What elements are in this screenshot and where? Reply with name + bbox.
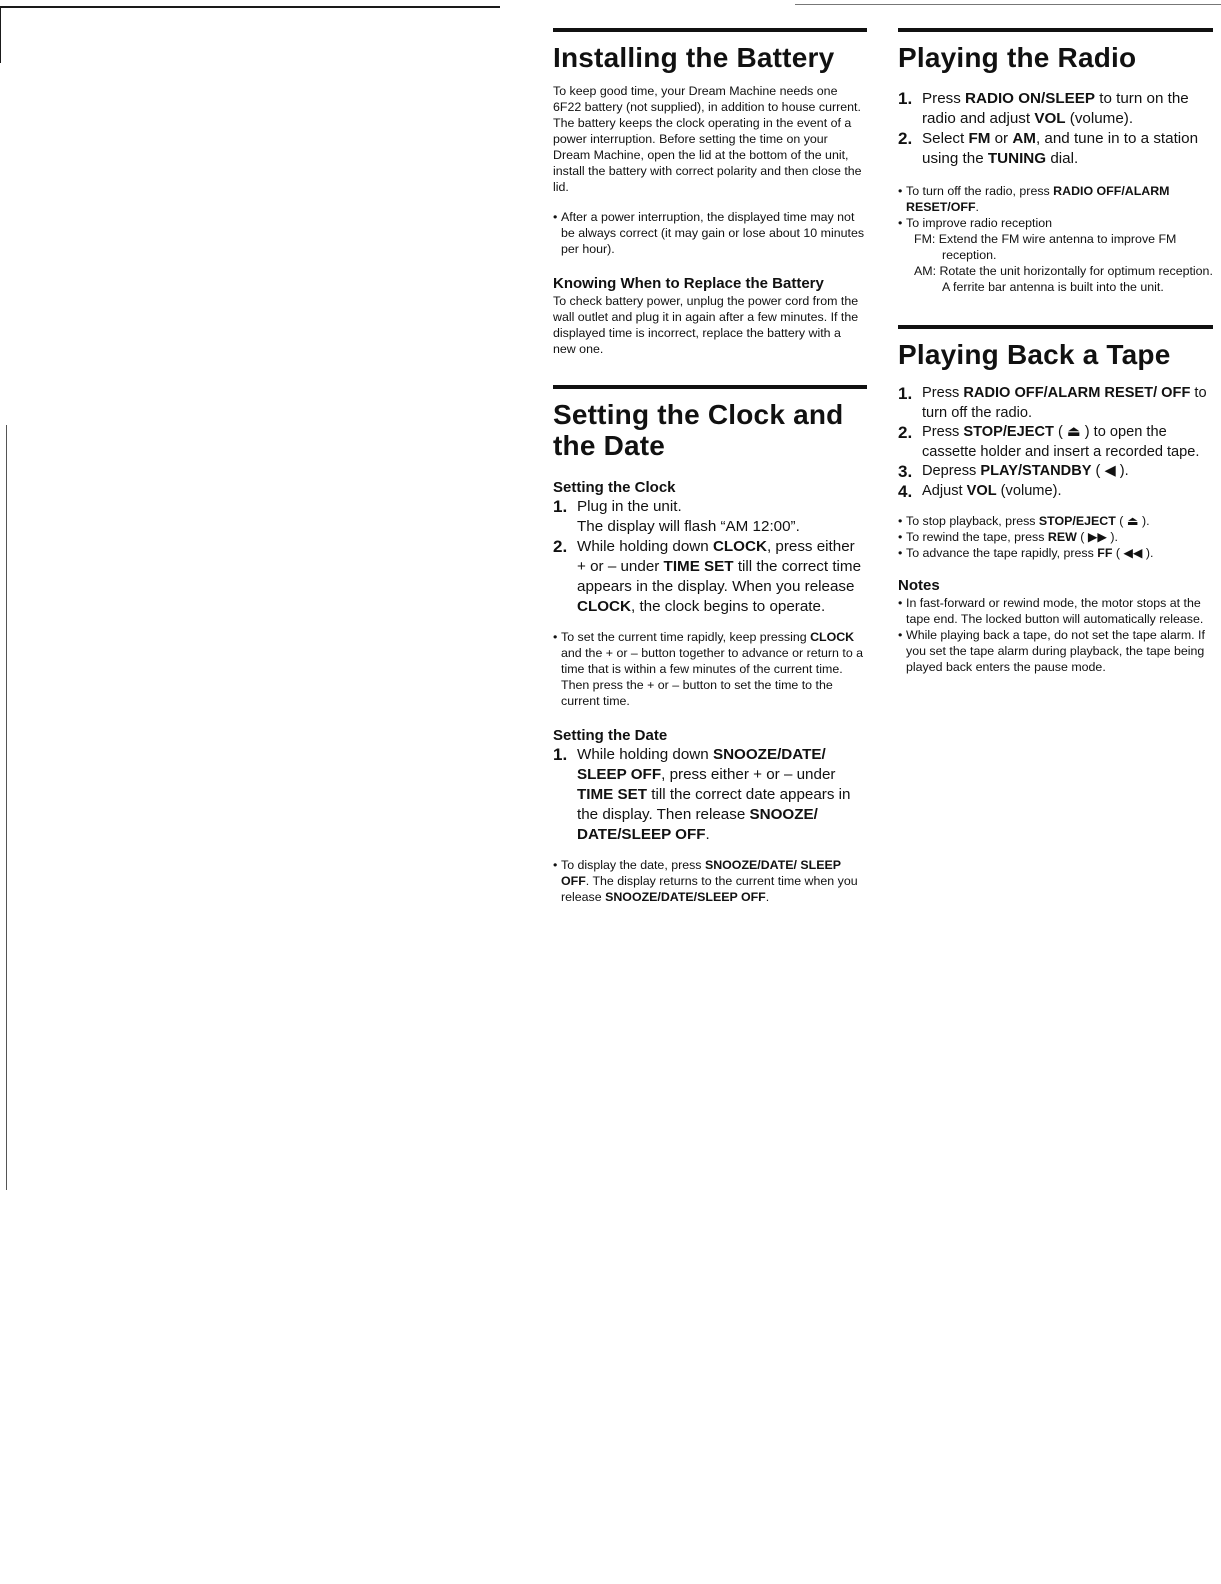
- setting-clock-section: [553, 385, 867, 905]
- section-title: Playing the Radio: [898, 42, 1137, 73]
- bullet-item: • To display the date, press SNOOZE/DATE/ SLEEP OFF. The display returns to the current time when you release SNOOZE/DATE/SLEEP OFF.: [553, 858, 858, 904]
- step-item: 1. Press RADIO ON/SLEEP to turn on the radio and adjust VOL (volume).: [898, 89, 1189, 127]
- battery-intro: To keep good time, your Dream Machine needs one 6F22 battery (not supplied), in addition to house current. The battery keeps the clock operating in the event of a power interruption. Before setting the time on your Dream Machine, open the lid at the bottom of the unit, install the battery with correct polarity and then close the lid.: [553, 84, 862, 194]
- bullet-item: • To improve radio reception: [898, 216, 1053, 230]
- tape-notes-list: [898, 595, 1213, 675]
- bullet-item: • To set the current time rapidly, keep pressing CLOCK and the + or – button together to advance or return to a time that is within a few minutes of the current time. Then press the + or – button to set the time to the current time.: [553, 630, 864, 708]
- notes-heading: Notes: [898, 577, 940, 594]
- tape-notes: [898, 513, 1213, 561]
- playing-radio-section: [898, 28, 1213, 295]
- bullet-item: • To rewind the tape, press REW ( ▶▶ ).: [898, 530, 1118, 544]
- radio-notes: [898, 183, 1213, 295]
- left-column: [553, 28, 867, 905]
- tape-steps: [898, 384, 1213, 501]
- replace-text: To check battery power, unplug the power cord from the wall outlet and plug it in again after a few minutes. If the displayed time is incorrect, replace the battery with a new one.: [553, 294, 859, 356]
- date-steps: [553, 745, 867, 845]
- section-rule: [898, 325, 1213, 329]
- bullet-item: • To turn off the radio, press RADIO OFF/ALARM RESET/OFF.: [898, 184, 1170, 214]
- clock-tip: [553, 629, 867, 709]
- bullet-item: • To stop playback, press STOP/EJECT ( ⏏ ).: [898, 514, 1150, 528]
- section-rule: [553, 28, 867, 32]
- clock-steps: [553, 497, 867, 617]
- bullet-item: • In fast-forward or rewind mode, the motor stops at the tape end. The locked button will automatically release.: [898, 596, 1204, 626]
- step-item: 2. Select FM or AM, and tune in to a station using the TUNING dial.: [898, 129, 1199, 167]
- step-item: 2. While holding down CLOCK, press either + or – under TIME SET till the correct time appears in the display. When you release CLOCK, the clock begins to operate.: [553, 537, 862, 615]
- subsection-heading: Setting the Date: [553, 727, 668, 744]
- left-edge-line: [0, 8, 1, 63]
- playing-tape-section: [898, 325, 1213, 675]
- section-rule: [553, 385, 867, 389]
- bullet-item: • After a power interruption, the displayed time may not be always correct (it may gain or lose about 10 minutes per hour).: [553, 210, 865, 256]
- fm-note: FM: Extend the FM wire antenna to improve FM reception.: [914, 232, 1177, 262]
- step-item: 3. Depress PLAY/STANDBY ( ◀ ).: [898, 462, 1129, 481]
- radio-steps: [898, 89, 1213, 169]
- section-title: Setting the Clock and the Date: [553, 399, 844, 461]
- subsection-heading: Setting the Clock: [553, 479, 676, 496]
- step-item: 2. Press STOP/EJECT ( ⏏ ) to open the cassette holder and insert a recorded tape.: [898, 423, 1200, 460]
- step-item: 1. While holding down SNOOZE/DATE/ SLEEP OFF, press either + or – under TIME SET till the correct date appears in the display. Then release SNOOZE/ DATE/SLEEP OFF.: [553, 745, 851, 843]
- date-tip: [553, 857, 867, 905]
- top-edge-line: [0, 6, 500, 8]
- section-title: Playing Back a Tape: [898, 339, 1171, 370]
- section-rule: [898, 28, 1213, 32]
- bullet-item: • While playing back a tape, do not set the tape alarm. If you set the tape alarm during playback, the tape being played back enters the pause mode.: [898, 628, 1205, 674]
- battery-notes: [553, 209, 867, 257]
- am-note: AM: Rotate the unit horizontally for optimum reception. A ferrite bar antenna is built into the unit.: [914, 264, 1213, 294]
- subsection-heading: Knowing When to Replace the Battery: [553, 275, 824, 292]
- section-title: Installing the Battery: [553, 42, 835, 73]
- right-column: [898, 28, 1213, 675]
- step-item: 4. Adjust VOL (volume).: [898, 481, 1062, 501]
- bullet-item: • To advance the tape rapidly, press FF ( ◀◀ ).: [898, 546, 1154, 560]
- step-item: 1. Plug in the unit. The display will flash “AM 12:00”.: [553, 497, 800, 535]
- left-fold-line: [6, 425, 7, 1190]
- installing-battery-section: [553, 28, 867, 357]
- top-right-edge-line: [795, 4, 1221, 5]
- step-item: 1. Press RADIO OFF/ALARM RESET/ OFF to turn off the radio.: [898, 384, 1207, 421]
